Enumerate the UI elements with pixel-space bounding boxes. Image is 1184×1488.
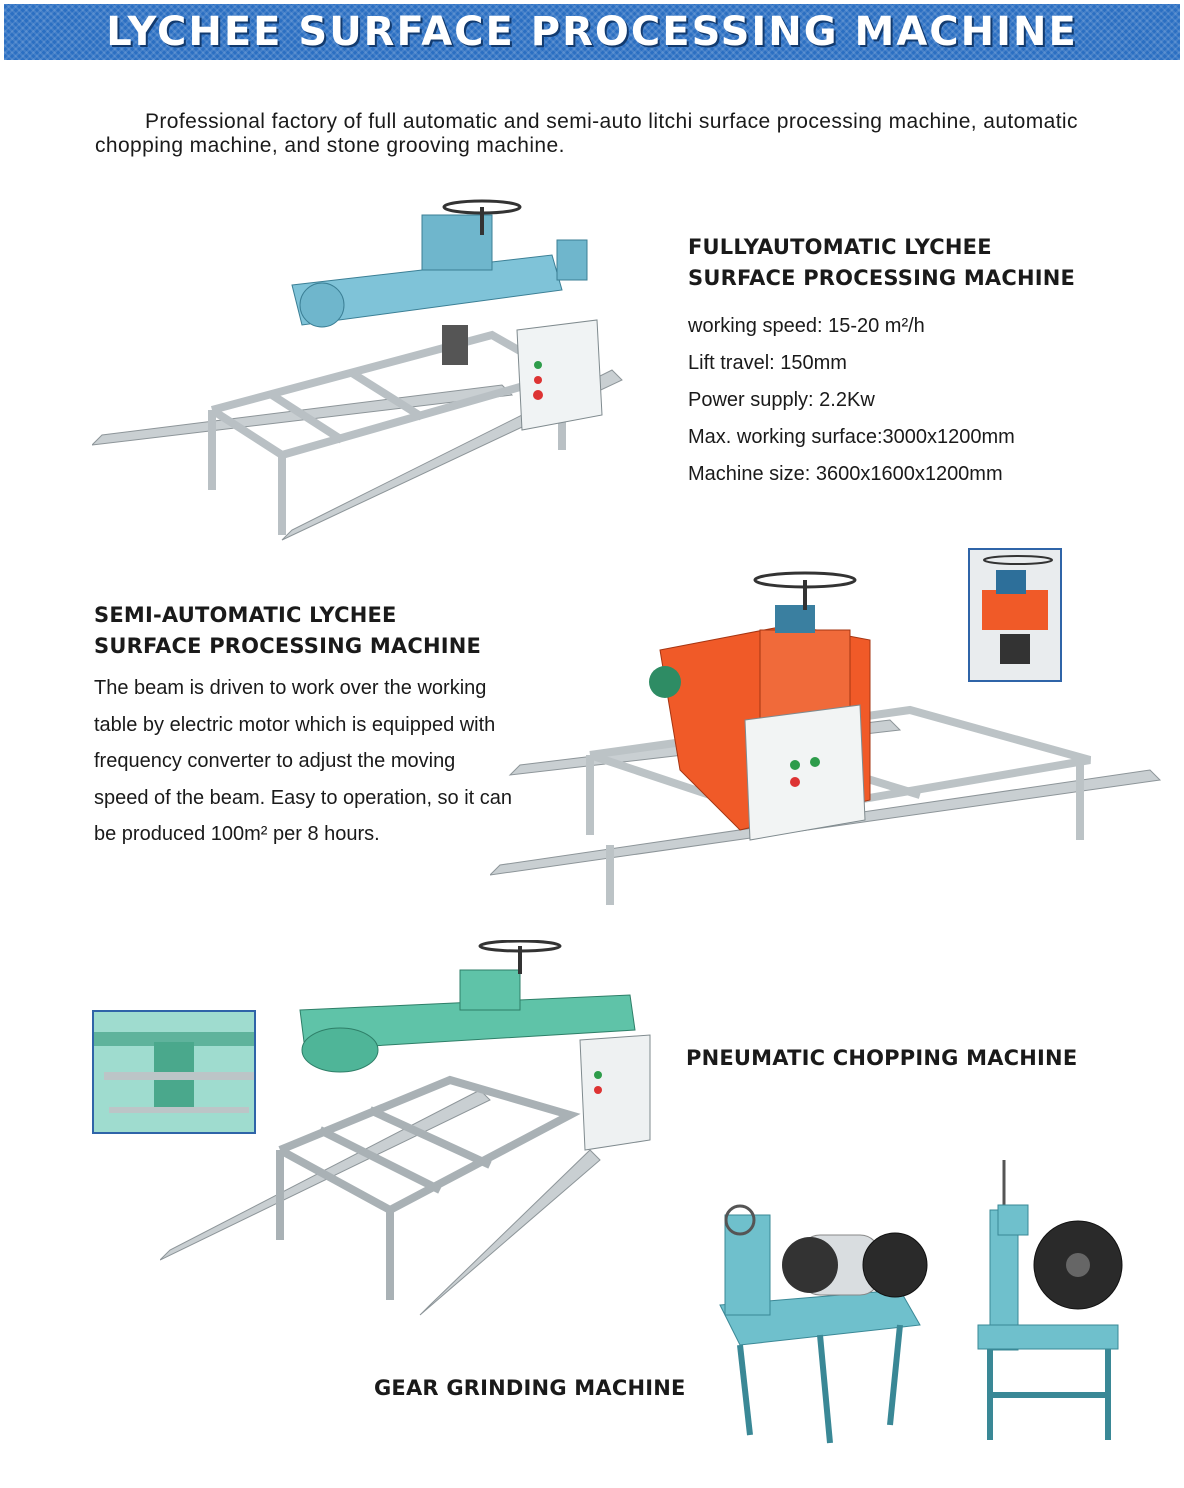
fully-automatic-specs [688, 232, 1148, 493]
intro-text: Professional factory of full automatic and semi-auto litchi surface processing machine, automatic chopping machine, and stone grooving machine. [95, 110, 1078, 157]
semi-automatic-title-line2: SURFACE PROCESSING MACHINE [94, 634, 482, 658]
pneumatic-section [686, 1043, 1077, 1074]
fully-automatic-title-line2: SURFACE PROCESSING MACHINE [688, 266, 1076, 290]
intro-paragraph [95, 110, 1095, 158]
semi-automatic-section [94, 600, 514, 853]
semi-automatic-title-line1: SEMI-AUTOMATIC LYCHEE [94, 603, 397, 627]
pneumatic-chopping-machine-photo [160, 940, 660, 1320]
fully-automatic-machine-photo [92, 195, 652, 555]
spec-item: working speed: 15-20 m²/h [688, 315, 925, 337]
gear-title: GEAR GRINDING MACHINE [374, 1376, 686, 1400]
page-title: LYCHEE SURFACE PROCESSING MACHINE [106, 9, 1078, 55]
semi-automatic-description: The beam is driven to work over the working table by electric motor which is equipped with frequency converter to adjust the moving speed of the beam. Easy to operation, so it can be produced 100m² per 8 hours. [94, 677, 513, 846]
spec-item: Lift travel: 150mm [688, 352, 847, 374]
fully-automatic-title-line1: FULLYAUTOMATIC LYCHEE [688, 235, 992, 259]
spec-item: Machine size: 3600x1600x1200mm [688, 463, 1003, 485]
spec-item: Power supply: 2.2Kw [688, 389, 875, 411]
spec-list [688, 308, 1148, 493]
gear-grinding-machine-photo-1 [700, 1195, 932, 1445]
title-banner [4, 4, 1180, 60]
semi-automatic-detail-photo [968, 548, 1062, 682]
spec-item: Max. working surface:3000x1200mm [688, 426, 1015, 448]
gear-grinding-machine-photo-2 [968, 1155, 1126, 1445]
pneumatic-title: PNEUMATIC CHOPPING MACHINE [686, 1046, 1078, 1070]
gear-section [374, 1373, 686, 1404]
